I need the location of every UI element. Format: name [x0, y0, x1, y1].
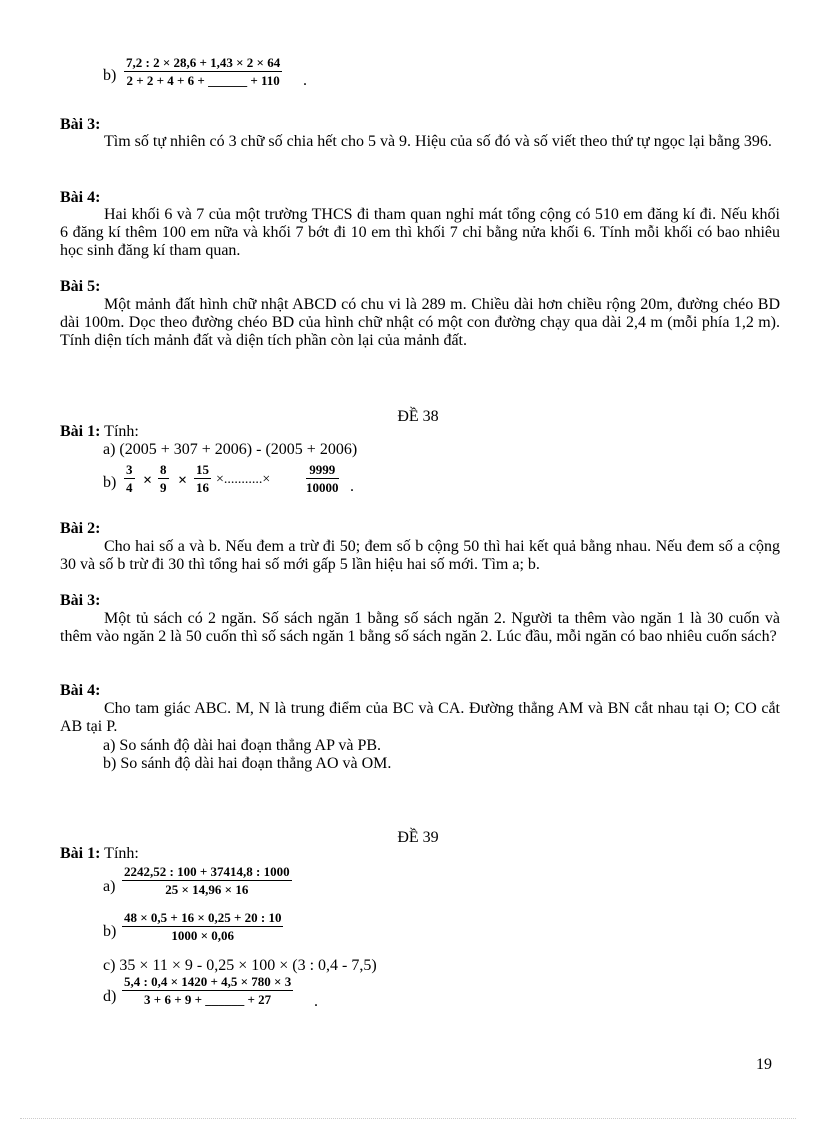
de39-b-label: b) [103, 923, 117, 940]
fraction-b-top [124, 55, 282, 88]
de38-bai3-title: Bài 3: [60, 592, 101, 609]
fraction-9999-10000 [306, 462, 339, 495]
denominator: 9 [160, 480, 167, 495]
fraction-3-4 [124, 462, 135, 495]
denominator: 10000 [306, 480, 339, 495]
times-sign: × [178, 472, 188, 489]
period: . [314, 993, 318, 1010]
footer-divider [20, 1118, 796, 1119]
fraction-15-16 [194, 462, 211, 495]
numerator: 15 [196, 462, 209, 477]
times-sign: × [143, 472, 153, 489]
de38-bai1-b-label: b) [103, 474, 117, 491]
de39-bai1-label: Tính: [104, 845, 139, 862]
de38-bai2-title: Bài 2: [60, 520, 101, 537]
bai4-title: Bài 4: [60, 189, 101, 206]
de39-c: c) 35 × 11 × 9 - 0,25 × 100 × (3 : 0,4 - 7,5) [103, 957, 377, 974]
de38-bai2-text: Cho hai số a và b. Nếu đem a trừ đi 50; đem số b cộng 50 thì hai kết quả bằng nhau. Nếu đem số a cộng 30 và số b trừ đi 30 thì tổng hai số mới gấp 5 lần hiệu hai số mới. Tìm a; b. [60, 538, 780, 573]
numerator: 48 × 0,5 + 16 × 0,25 + 20 : 10 [124, 910, 282, 925]
de39-bai1-title: Bài 1: [60, 845, 101, 862]
bai5-title: Bài 5: [60, 278, 101, 295]
de38-bai1-line [60, 423, 139, 441]
period: . [350, 478, 354, 495]
bai3-title: Bài 3: [60, 116, 101, 133]
denominator: 1000 × 0,06 [171, 928, 235, 943]
period: . [303, 72, 307, 89]
de38-bai1-label: Tính: [104, 423, 139, 440]
de39-d-label: d) [103, 988, 117, 1005]
numerator: 8 [160, 462, 167, 477]
denominator: 16 [196, 480, 209, 495]
de38-bai4-text: Cho tam giác ABC. M, N là trung điểm của BC và CA. Đường thẳng AM và BN cắt nhau tại O; CO cắt AB tại P. [60, 700, 780, 735]
de39-bai1-line [60, 845, 139, 863]
bai5-text: Một mảnh đất hình chữ nhật ABCD có chu vi là 289 m. Chiều dài hơn chiều rộng 20m, đường chéo BD dài 100m. Dọc theo đường chéo BD của hình chữ nhật có một con đường chạy qua dài 2,4 m (mỗi phía 1,2 m). Tính diện tích mảnh đất và diện tích phần còn lại của mảnh đất. [60, 296, 780, 349]
numerator: 5,4 : 0,4 × 1420 + 4,5 × 780 × 3 [124, 974, 292, 989]
bai4-text: Hai khối 6 và 7 của một trường THCS đi tham quan nghỉ mát tổng cộng có 510 em đăng kí đi. Nếu khối 6 đăng kí thêm 100 em nữa và khối 7 bớt đi 10 em thì khối 7 chỉ bằng nửa khối 6. Tính mỗi khối có bao nhiêu học sinh đăng kí tham quan. [60, 206, 780, 259]
bai3-text: Tìm số tự nhiên có 3 chữ số chia hết cho 5 và 9. Hiệu của số đó và số viết theo thứ tự ngọc lại bằng 396. [104, 133, 772, 150]
de38-heading: ĐỀ 38 [397, 408, 439, 425]
part-b-label: b) [103, 67, 117, 84]
fraction-de39-b [122, 910, 283, 943]
fraction-de39-d [122, 974, 293, 1007]
de38-bai4-a: a) So sánh độ dài hai đoạn thẳng AP và PB. [103, 737, 382, 754]
fraction-8-9 [158, 462, 169, 495]
de38-bai1-title: Bài 1: [60, 423, 101, 440]
de38-bai1-a: a) (2005 + 307 + 2006) - (2005 + 2006) [103, 441, 358, 458]
denominator: 3 + 6 + 9 + ______ + 27 [144, 992, 272, 1007]
de38-bai4-title: Bài 4: [60, 682, 101, 699]
numerator: 9999 [306, 462, 339, 479]
numerator: 7,2 : 2 × 28,6 + 1,43 × 2 × 64 [126, 55, 281, 70]
de38-bai4-b: b) So sánh độ dài hai đoạn thẳng AO và OM. [103, 755, 392, 772]
numerator: 2242,52 : 100 + 37414,8 : 1000 [124, 864, 290, 879]
numerator: 3 [126, 462, 133, 477]
page-number: 19 [756, 1056, 772, 1073]
de39-a-label: a) [103, 878, 116, 895]
fraction-de39-a [122, 864, 292, 897]
denominator: 4 [126, 480, 133, 495]
dots-sequence: ×...........× [216, 472, 271, 487]
de38-bai3-text: Một tủ sách có 2 ngăn. Số sách ngăn 1 bằng số sách ngăn 2. Người ta thêm vào ngăn 1 là 30 cuốn và thêm vào ngăn 2 là 50 cuốn thì số sách ngăn 1 bằng số sách ngăn 2. Lúc đầu, mỗi ngăn có bao nhiêu cuốn sách? [60, 610, 780, 645]
denominator: 2 + 2 + 4 + 6 + ______ + 110 [126, 73, 280, 88]
de39-heading: ĐỀ 39 [397, 829, 439, 846]
denominator: 25 × 14,96 × 16 [165, 882, 249, 897]
